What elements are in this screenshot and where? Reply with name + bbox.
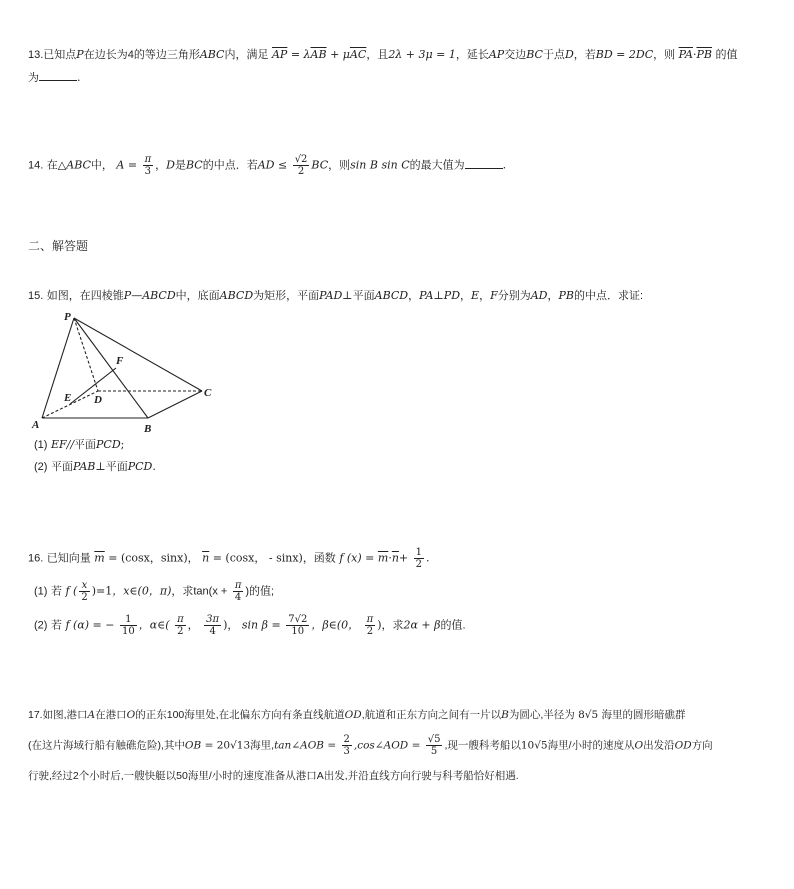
q15-text: 平面 <box>352 290 375 302</box>
q16-text: 已知向量 <box>46 552 91 565</box>
q16-plus: + <box>398 551 409 565</box>
q17-b: B <box>501 709 509 721</box>
fraction-pi-3 <box>143 154 154 177</box>
frac-num: π <box>234 580 242 591</box>
q15-sub2-perp: ⊥ <box>95 460 106 473</box>
q15-f: F <box>490 289 498 302</box>
frac-num: x <box>79 580 89 592</box>
q17-text: ,航道和正东方向之间有一片以 <box>361 709 502 721</box>
label-p: P <box>64 311 71 323</box>
question-13 <box>28 48 768 85</box>
q17-ob-value: 20√13 <box>216 739 251 752</box>
fraction-1-10 <box>120 614 137 637</box>
q15-sub2-text: 平面 <box>50 461 73 473</box>
frac-den: 4 <box>209 626 216 637</box>
label-b: B <box>144 423 152 435</box>
q16-s2-close: )， <box>223 618 239 632</box>
frac-den: 10 <box>291 626 305 637</box>
q15-pyramid: P—ABCD <box>123 289 176 302</box>
q13-bc: BC <box>526 48 543 61</box>
q14-text: 中， <box>90 159 113 172</box>
q14-end: . <box>502 158 507 172</box>
q15-text: 的中点．求证: <box>573 290 644 302</box>
q16-fx: f (x) = <box>339 551 375 565</box>
q15-text: 为矩形，平面 <box>253 290 320 302</box>
fraction-pi-2 <box>365 614 376 637</box>
frac-num: √5 <box>427 734 441 745</box>
frac-num: 7√2 <box>288 614 308 625</box>
q15-sub1-pcd: PCD <box>96 438 121 451</box>
vector-n: $\overline{n}$ <box>202 551 210 565</box>
frac-den: 4 <box>234 592 242 603</box>
answer-blank <box>39 70 77 81</box>
q16-s2-sin: sin β = <box>241 618 281 632</box>
q17-a: A <box>87 709 96 721</box>
q13-text: ，则 <box>653 49 676 61</box>
frac-den: 3 <box>343 746 350 757</box>
frac-num: π <box>144 154 152 165</box>
edge-pb <box>74 318 148 418</box>
q14-text: ，则 <box>328 159 351 172</box>
frac-den: 2 <box>81 592 88 603</box>
q14-text: 在 <box>46 159 58 172</box>
q13-text: 在边长为4的等边三角形 <box>83 49 200 61</box>
frac-den: 5 <box>430 746 438 757</box>
q16-s1-eq: )=1 <box>91 584 113 598</box>
frac-num: π <box>177 614 184 625</box>
q16-number: 16. <box>28 552 44 565</box>
q16-sub-2 <box>34 614 774 637</box>
q15-perp: ⊥ <box>342 289 353 302</box>
question-15 <box>28 289 768 303</box>
frac-num: 1 <box>415 547 423 558</box>
q16-s2-expr: 2α + β <box>403 618 441 632</box>
q17-text: 出发沿 <box>643 739 675 752</box>
q15-sub2-end: . <box>152 460 156 473</box>
fraction-x-2 <box>79 580 89 603</box>
question-17 <box>28 708 768 783</box>
edge-ef <box>70 368 116 404</box>
q13-text: ，且 <box>366 49 389 61</box>
q16-sep: ， <box>187 551 199 565</box>
q13-number: 13. <box>28 49 44 61</box>
q17-speed: 10√5 <box>520 739 548 752</box>
q17-text: ,现一艘科考船以 <box>444 739 521 752</box>
fraction-3pi-4 <box>204 614 221 637</box>
frac-den: 10 <box>121 626 135 637</box>
q13-text: 已知点 <box>43 49 77 61</box>
q15-subquestions <box>34 438 774 474</box>
q13-point-p: P <box>76 48 84 61</box>
q17-line-1 <box>28 708 768 722</box>
vector-ab: $\overline{AB}$ <box>310 48 327 61</box>
q17-cos: ,cos∠AOD = <box>353 739 421 752</box>
q17-o: O <box>126 709 136 721</box>
q13-line-2 <box>28 70 768 85</box>
q17-text: 在港口 <box>95 709 127 721</box>
q16-s1-text: 若 <box>50 585 62 598</box>
q15-base: ABCD <box>374 289 409 302</box>
q15-sub1-end: ; <box>120 438 125 451</box>
frac-num: 2 <box>343 734 350 745</box>
q15-base: ABCD <box>219 289 254 302</box>
vector-pa: $\overline{PA}$ <box>678 48 693 61</box>
q15-ad: AD <box>530 289 548 302</box>
label-f: F <box>116 355 124 367</box>
edge-pd <box>74 318 98 391</box>
q16-s1-cond: ，x∈(0，π) <box>112 584 172 598</box>
q14-bc: BC <box>185 158 203 172</box>
section-title <box>28 239 768 253</box>
q16-s2-text: 的值. <box>440 619 466 632</box>
q16-s2-text: 若 <box>50 619 62 632</box>
q15-sub1-text: 平面 <box>74 439 97 451</box>
q13-ap: AP <box>488 48 505 61</box>
q17-text: 海里, <box>250 739 275 752</box>
q15-text: ， <box>547 290 559 302</box>
q15-sub-2 <box>34 460 774 474</box>
q15-pb: PB <box>558 289 574 302</box>
vector-m: $\overline{m}$ <box>94 551 105 565</box>
q13-text: ，延长 <box>455 49 489 61</box>
q16-s2-sep: ， <box>187 618 199 632</box>
q17-number: 17. <box>28 709 43 721</box>
sub-number: (1) <box>34 585 48 598</box>
q15-sub2-pcd: PCD <box>127 460 153 473</box>
fraction-pi-4 <box>233 580 244 603</box>
q15-text: 中，底面 <box>175 290 220 302</box>
vector-ap: $\overline{AP}$ <box>271 48 288 61</box>
q15-sub1-ef: EF// <box>50 438 75 451</box>
q15-sub2-pab: PAB <box>72 460 96 473</box>
q13-text: 为 <box>28 72 39 84</box>
q16-dot: · <box>388 551 392 565</box>
q13-bd-eq: BD = 2DC <box>595 48 654 61</box>
q17-radius: 8√5 <box>578 709 599 721</box>
q14-triangle: △ABC <box>57 158 91 172</box>
q16-s2-close: ) <box>377 618 382 632</box>
edge-pc <box>74 318 202 391</box>
question-16 <box>28 547 768 570</box>
frac-den: 3 <box>144 166 152 177</box>
q17-text: 的正东100海里处,在北偏东方向有条直线航道 <box>135 709 345 721</box>
q15-text: ， <box>479 290 491 302</box>
sub-number: (2) <box>34 619 48 632</box>
q16-s2-alpha: ，α∈( <box>138 618 170 632</box>
vector-ac: $\overline{AC}$ <box>349 48 367 61</box>
q17-text: 方向 <box>691 739 713 752</box>
label-a: A <box>32 419 40 431</box>
q17-line-2 <box>28 734 768 757</box>
q16-end: . <box>426 551 430 565</box>
q17-od: OD <box>344 709 362 721</box>
q15-text: ， <box>408 290 420 302</box>
question-14 <box>28 154 768 177</box>
q13-text: 的值 <box>715 49 738 61</box>
q15-pad: PAD <box>319 289 343 302</box>
section-title-text: 二、解答题 <box>28 239 89 253</box>
q13-text: 交边 <box>504 49 527 61</box>
q17-text: 海里的圆形暗礁群 <box>601 709 686 721</box>
q14-d: D <box>166 158 175 172</box>
q14-text: ， <box>155 159 167 172</box>
q13-end: . <box>77 71 81 84</box>
q16-s1-text: ，求tan(x + <box>171 585 228 598</box>
label-e: E <box>64 392 72 404</box>
q15-sub-1 <box>34 438 774 452</box>
sub-number: (2) <box>34 461 48 473</box>
q16-s2-beta: ，β∈(0， <box>311 618 360 632</box>
frac-num: √2 <box>294 154 308 165</box>
q14-text: 是 <box>174 159 186 172</box>
q17-text: ,其中 <box>161 739 185 752</box>
q13-condition: 2λ + 3μ = 1 <box>388 48 456 61</box>
q14-a-eq: A = <box>116 158 138 172</box>
fraction-pi-2 <box>175 614 186 637</box>
fraction-sqrt2-2 <box>293 154 310 177</box>
fraction-7sqrt2-10 <box>286 614 309 637</box>
q16-n-eq: = (cosx， - sinx) <box>212 551 303 565</box>
q16-s2-text: ，求 <box>381 619 404 632</box>
q17-o: O <box>634 739 644 752</box>
q16-s1-text: )的值; <box>245 585 275 598</box>
q15-number: 15. <box>28 290 44 302</box>
q13-plus: + μ <box>330 48 350 61</box>
q17-ob: OB = <box>184 739 214 752</box>
frac-num: 1 <box>120 614 137 626</box>
fraction-sqrt5-5 <box>426 734 443 757</box>
q14-text: 的最大值为 <box>409 159 465 172</box>
q14-ad: AD ≤ <box>257 158 288 172</box>
q15-pa-pd: PA⊥PD <box>419 289 461 302</box>
frac-num: 3π <box>206 614 220 625</box>
frac-den: 2 <box>177 626 184 637</box>
q13-text: 内，满足 <box>224 49 269 61</box>
q15-text: 如图，在四棱锥 <box>46 290 124 302</box>
q15-e: E <box>471 289 480 302</box>
q15-text: ， <box>460 290 472 302</box>
vector-n: $\overline{n}$ <box>391 551 399 565</box>
q16-sub-1 <box>34 580 774 603</box>
fraction-1-2 <box>414 547 424 570</box>
edge-bc <box>148 391 202 418</box>
vector-pb: $\overline{PB}$ <box>696 48 712 61</box>
q13-line-1 <box>28 48 768 62</box>
q14-number: 14. <box>28 159 44 172</box>
q13-d: D <box>564 48 574 61</box>
q16-s2-f: f (α) = − <box>65 618 115 632</box>
q13-triangle: ABC <box>199 48 225 61</box>
label-d: D <box>94 394 102 406</box>
frac-den: 2 <box>366 626 374 637</box>
label-c: C <box>204 387 212 399</box>
q16-s1-f: f ( <box>65 584 78 598</box>
q14-text: 的中点．若 <box>202 159 258 172</box>
q13-text: 于点 <box>542 49 565 61</box>
q17-line-3: 行驶,经过2个小时后,一艘快艇以50海里/小时的速度准备从港口A出发,并沿直线方向行驶与科考船恰好相遇. <box>28 770 519 782</box>
q14-bc: BC <box>311 158 329 172</box>
q15-sub2-text: 平面 <box>105 461 128 473</box>
frac-num: π <box>366 614 374 625</box>
vector-m: $\overline{m}$ <box>377 551 389 565</box>
sub-number: (1) <box>34 439 48 451</box>
frac-den: 2 <box>297 166 305 177</box>
q17-text: 为圆心,半径为 <box>508 709 575 721</box>
q13-text: ，若 <box>573 49 596 61</box>
q16-text: ，函数 <box>302 552 336 565</box>
q17-od: OD <box>674 739 692 752</box>
q13-eq: = λ <box>290 48 311 61</box>
q13-dot: · <box>692 48 697 61</box>
q17-text: 海里/小时的速度从 <box>547 739 635 752</box>
q17-text: (在这片海域行船有触礁危险) <box>28 739 161 752</box>
pyramid-figure <box>28 308 228 436</box>
q15-text: 分别为 <box>497 290 531 302</box>
q16-m-eq: = (cosx，sinx) <box>108 551 188 565</box>
q17-tan: tan∠AOB = <box>274 739 337 752</box>
q14-expr: sin B sin C <box>350 158 410 172</box>
frac-den: 2 <box>415 559 423 570</box>
answer-blank <box>465 158 503 169</box>
fraction-2-3 <box>342 734 352 757</box>
q17-text: 如图,港口 <box>42 709 88 721</box>
